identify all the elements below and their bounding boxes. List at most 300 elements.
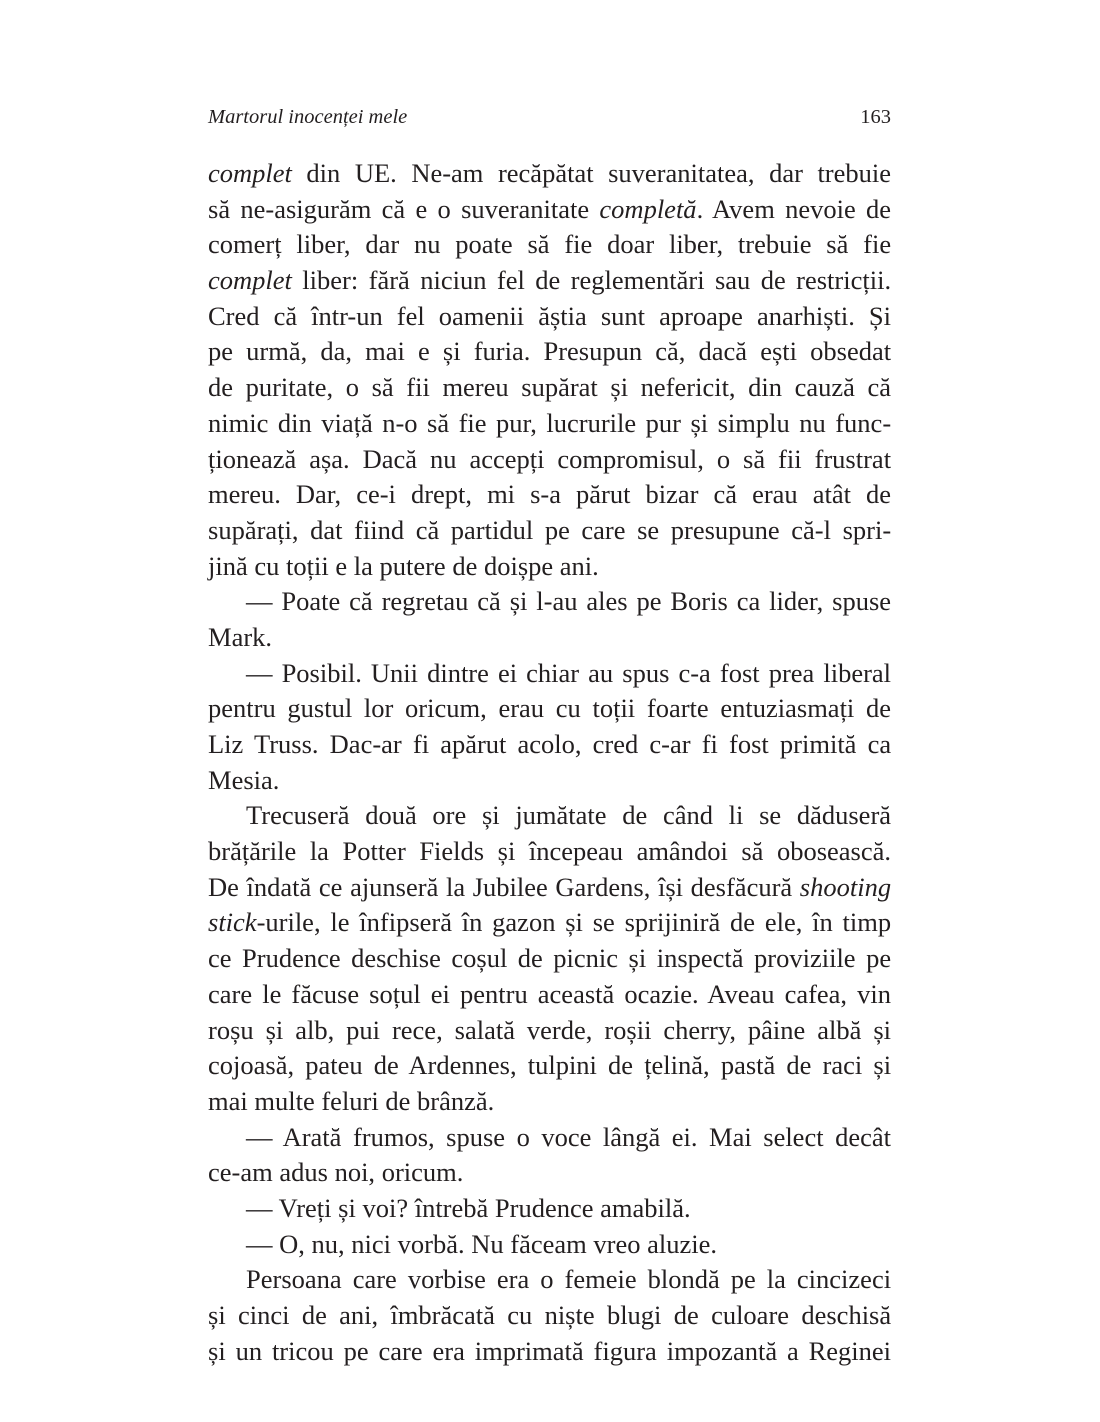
word: Dac-ar — [329, 729, 402, 759]
word: când — [662, 800, 713, 831]
word: foarte — [646, 693, 709, 724]
word: pateu — [305, 1050, 363, 1081]
word: îndată — [246, 871, 312, 902]
text-line — [208, 620, 891, 656]
word: de — [517, 943, 543, 974]
word: pe — [866, 943, 892, 974]
word: n-o — [382, 407, 418, 438]
word: urmă, — [246, 336, 308, 367]
word: e — [415, 193, 428, 224]
word: — — [246, 1228, 273, 1259]
word: Gardens, — [555, 871, 651, 902]
word: blondă — [647, 1264, 720, 1295]
word: de — [786, 1050, 812, 1081]
word: ore — [432, 800, 467, 831]
word: ele, — [764, 907, 803, 938]
word: O, — [279, 1228, 305, 1259]
word: că — [415, 514, 440, 545]
word: inspectă — [656, 943, 744, 974]
word: mereu. — [208, 479, 281, 510]
word: l-au — [536, 586, 578, 617]
word: femeie — [564, 1264, 637, 1295]
word: lider, — [769, 586, 824, 617]
word: Avem — [712, 193, 775, 224]
word: ei. — [671, 1121, 698, 1152]
word: fie — [564, 229, 593, 260]
text-line — [208, 584, 891, 620]
word: să — [741, 836, 764, 867]
word: lucrurile — [546, 407, 637, 438]
word: care — [208, 978, 253, 1009]
word: brățările — [208, 836, 297, 867]
word: cauză — [794, 372, 855, 403]
word: care — [352, 1264, 397, 1295]
word: mereu — [442, 372, 509, 403]
word: făceam — [510, 1228, 587, 1259]
word: dacă — [698, 336, 748, 367]
word: tricou — [271, 1335, 334, 1366]
text-line — [208, 406, 891, 442]
word: fi — [412, 729, 430, 759]
word: s-a — [530, 479, 561, 510]
word: Potter — [342, 836, 406, 867]
word: cu — [555, 693, 581, 724]
italic-word: shooting — [799, 871, 892, 902]
word: ne-asigurăm — [240, 193, 372, 224]
word: Liz — [208, 729, 244, 759]
word: multe — [254, 1085, 315, 1116]
word: doar — [607, 229, 655, 260]
word: ajunseră — [350, 871, 439, 902]
word: trebuie — [817, 158, 892, 188]
word: gustul — [287, 693, 353, 724]
word: doișpe — [483, 550, 554, 581]
word: anarhiști. — [756, 300, 855, 331]
word: înfipseră — [359, 907, 452, 938]
text-line — [208, 1334, 891, 1370]
word: ei — [430, 978, 450, 1009]
word: nu — [413, 229, 441, 260]
word: Fields — [419, 836, 485, 867]
text-line — [208, 1084, 891, 1120]
word: că — [273, 300, 298, 331]
word: părut — [576, 479, 631, 510]
word: amândoi — [636, 836, 728, 867]
word: pui — [346, 1014, 381, 1045]
word: de — [760, 265, 786, 296]
word: pâine — [747, 1014, 806, 1045]
word: restricții. — [796, 265, 892, 296]
word: chiar — [526, 657, 580, 688]
word: poate — [455, 229, 513, 260]
text-line — [208, 513, 891, 549]
word: imprimată — [474, 1335, 584, 1366]
word: Nu — [471, 1228, 504, 1259]
word: nimic — [208, 407, 269, 438]
word: le — [330, 907, 350, 938]
word: spuse — [446, 1121, 506, 1152]
word: ești — [760, 336, 797, 367]
word: fost — [729, 729, 769, 759]
word: ei — [497, 657, 518, 688]
word: Mesia. — [208, 764, 280, 795]
word: liber: — [302, 265, 359, 296]
word: Prudence — [242, 943, 341, 974]
word: la — [445, 871, 466, 902]
word: spus — [622, 657, 670, 688]
word: această — [537, 978, 615, 1009]
text-line — [208, 156, 891, 192]
word: pastă — [720, 1050, 776, 1081]
word: nici — [351, 1228, 392, 1259]
word: o — [437, 193, 451, 224]
word: atât — [812, 479, 851, 510]
word: primită — [779, 729, 857, 759]
text-line — [208, 1048, 891, 1084]
word: culoare — [711, 1300, 790, 1330]
text-line — [208, 870, 891, 906]
word: Dar, — [295, 479, 342, 510]
word: albă — [817, 1014, 862, 1045]
word: să — [743, 443, 766, 474]
word: Vreți — [278, 1192, 332, 1223]
word: deschise — [351, 943, 441, 974]
word: comerț — [208, 229, 282, 260]
word: lângă — [602, 1121, 661, 1152]
word: fost — [719, 657, 760, 688]
word: Prudence — [494, 1192, 594, 1223]
word: Posibil. — [281, 657, 362, 688]
word: fie — [458, 407, 487, 438]
word: de — [673, 1300, 699, 1330]
word: gazon — [492, 907, 556, 938]
word: o — [716, 443, 731, 474]
word: regretau — [381, 586, 469, 617]
word: nu, — [311, 1228, 345, 1259]
word: de — [866, 693, 892, 724]
word: cu — [254, 550, 280, 581]
word: se — [759, 800, 782, 831]
word: feluri — [321, 1085, 379, 1116]
word: era — [496, 1264, 530, 1295]
word: să — [527, 229, 550, 260]
word: în — [812, 907, 833, 938]
text-line — [208, 763, 891, 799]
word: și — [497, 836, 516, 867]
word: vin — [857, 978, 892, 1009]
text-line — [208, 656, 891, 692]
word: . — [696, 193, 704, 224]
word: fiind — [354, 514, 405, 545]
word: și — [481, 800, 500, 831]
word: din — [748, 372, 783, 403]
word: roșu — [208, 1014, 254, 1045]
word: supărat — [521, 372, 598, 403]
word: pe — [343, 1335, 369, 1366]
word: liber, — [296, 229, 351, 260]
word: că — [867, 372, 892, 403]
word: mai — [208, 1085, 248, 1116]
word: — — [246, 586, 273, 617]
word: le — [262, 978, 282, 1009]
word: de — [535, 265, 561, 296]
text-line — [208, 1227, 891, 1263]
word: era — [432, 1335, 465, 1366]
word: sunt — [600, 300, 646, 331]
word: că — [477, 586, 501, 617]
word: simplu — [717, 407, 790, 438]
word: începeau — [528, 836, 624, 867]
word: aluzie. — [647, 1228, 717, 1259]
word: compromisul, — [557, 443, 704, 474]
word: de — [622, 800, 648, 831]
word: nefericit, — [640, 372, 736, 403]
word: și — [690, 407, 709, 438]
word: Persoana — [246, 1264, 342, 1295]
word: într-un — [311, 300, 383, 331]
word: brânză. — [417, 1085, 495, 1116]
word: li — [728, 800, 744, 831]
word: și — [565, 907, 583, 938]
word: ani, — [339, 1300, 379, 1330]
italic-word: complet — [208, 265, 292, 296]
word: fără — [368, 265, 410, 296]
word: Cred — [208, 300, 260, 331]
word: jumătate — [515, 800, 607, 831]
text-line — [208, 370, 891, 406]
text-line — [208, 1191, 891, 1227]
word: a — [786, 1335, 799, 1366]
word: fie — [863, 229, 892, 260]
text-line — [208, 727, 891, 763]
italic-word: stick — [208, 907, 257, 938]
word: Presupun — [543, 336, 643, 367]
word: bizar — [645, 479, 699, 510]
word: două — [365, 800, 417, 831]
page-number: 163 — [860, 106, 891, 128]
text-line — [208, 227, 891, 263]
word: proviziile — [754, 943, 856, 974]
word: raci — [822, 1050, 863, 1081]
word: că — [713, 479, 738, 510]
word: supărați, — [208, 514, 299, 545]
word: Boris — [670, 586, 728, 617]
word: sprijiniră — [624, 907, 721, 938]
word: prea — [768, 657, 815, 688]
word: liber, — [668, 229, 724, 260]
word: Jubilee — [472, 871, 548, 902]
word: ca — [867, 729, 892, 759]
word: să — [208, 193, 231, 224]
word: țelină, — [644, 1050, 710, 1081]
word: vorbise — [407, 1264, 486, 1295]
word: c-a — [678, 657, 711, 688]
word: și — [610, 372, 629, 403]
body-text — [208, 156, 891, 1369]
word: care — [378, 1335, 423, 1366]
word: blugi — [606, 1300, 662, 1330]
word: select — [763, 1121, 824, 1152]
word: dar — [365, 229, 400, 260]
word: desfăcură — [690, 871, 793, 902]
word: că — [349, 586, 373, 617]
word: de — [452, 550, 478, 581]
word: dar — [769, 158, 803, 188]
word: un — [235, 1335, 263, 1366]
word: pe — [544, 514, 570, 545]
word: nevoie — [785, 193, 856, 224]
word: ce-i — [356, 479, 396, 510]
word: recăpătat — [497, 158, 594, 188]
word: nu — [430, 443, 457, 474]
word: își — [657, 871, 684, 902]
word: de — [373, 1050, 399, 1081]
word: de — [208, 372, 234, 403]
word: apărut — [440, 729, 507, 759]
word: mi — [487, 479, 516, 510]
word: drept, — [410, 479, 473, 510]
word: Poate — [281, 586, 341, 617]
word: ales — [586, 586, 628, 617]
word: e — [417, 336, 430, 367]
word: cu — [507, 1300, 533, 1330]
word: roșii — [604, 1014, 652, 1045]
word: și — [873, 1050, 892, 1081]
text-line — [208, 334, 891, 370]
word: fii — [778, 443, 802, 474]
word: voi? — [362, 1192, 409, 1223]
word: la — [353, 550, 373, 581]
word: -urile, — [256, 907, 321, 938]
word: să — [826, 229, 849, 260]
word: adus — [279, 1157, 328, 1188]
word: soțul — [369, 978, 421, 1009]
word: trebuie — [737, 229, 812, 260]
word: — — [246, 657, 273, 688]
running-head — [208, 106, 891, 136]
word: spri- — [842, 514, 892, 545]
word: c-ar — [649, 729, 691, 759]
text-line — [208, 299, 891, 335]
word: dat — [310, 514, 343, 545]
word: De — [208, 871, 239, 902]
word: și — [628, 943, 647, 974]
word: de — [608, 1050, 634, 1081]
word: sau — [714, 265, 751, 296]
word: UE. — [354, 158, 397, 188]
word: furia. — [473, 336, 531, 367]
word: Truss. — [253, 729, 319, 759]
word: rece, — [391, 1014, 443, 1045]
word: Aveau — [707, 978, 775, 1009]
text-line — [208, 263, 891, 299]
word: care — [581, 514, 626, 545]
word: întrebă — [414, 1192, 489, 1223]
word: decât — [835, 1121, 891, 1152]
word: niște — [544, 1300, 595, 1330]
word: obsedat — [810, 336, 892, 367]
word: că — [381, 193, 406, 224]
word: de — [301, 1300, 327, 1330]
word: ca — [736, 586, 761, 617]
word: suveranitate — [461, 193, 590, 224]
word: îmbrăcată — [390, 1300, 495, 1330]
word: ce — [318, 871, 343, 902]
word: timp — [842, 907, 892, 938]
word: de — [866, 193, 892, 224]
word: și — [208, 1335, 226, 1366]
text-line — [208, 905, 891, 941]
word: pur — [645, 407, 681, 438]
word: făcuse — [291, 978, 360, 1009]
word: cinci — [238, 1300, 290, 1330]
word: fel — [396, 300, 425, 331]
word: și — [442, 336, 461, 367]
word: deschisă — [801, 1300, 892, 1330]
word: pe — [730, 1264, 756, 1295]
word: pentru — [208, 693, 276, 724]
word: și — [265, 1014, 284, 1045]
word: din — [277, 407, 312, 438]
text-line — [208, 798, 891, 834]
word: și — [873, 1014, 891, 1045]
word: o — [345, 372, 360, 403]
text-line — [208, 1120, 891, 1156]
word: figura — [593, 1335, 657, 1366]
word: frumos, — [352, 1121, 435, 1152]
word: oricum. — [381, 1157, 464, 1188]
italic-word: complet — [208, 158, 292, 188]
word: cojoasă, — [208, 1050, 295, 1081]
word: coșul — [451, 943, 508, 974]
word: vreo — [593, 1228, 641, 1259]
word: dăduseră — [796, 800, 892, 831]
word: așa. — [309, 443, 350, 474]
text-line — [208, 1155, 891, 1191]
word: din — [306, 158, 341, 188]
word: la — [309, 836, 329, 867]
word: la — [766, 1264, 786, 1295]
word: Ardennes, — [408, 1050, 517, 1081]
word: verde, — [526, 1014, 593, 1045]
word: de — [865, 479, 891, 510]
running-head-title: Martorul inocenței mele — [208, 106, 408, 128]
word: voce — [541, 1121, 592, 1152]
word: cherry, — [663, 1014, 736, 1045]
word: picnic — [553, 943, 619, 974]
text-line — [208, 192, 891, 228]
word: să — [427, 407, 450, 438]
word: ani. — [559, 550, 599, 581]
text-line — [208, 941, 891, 977]
word: pentru — [460, 978, 528, 1009]
word: nu — [799, 407, 826, 438]
word: aproape — [659, 300, 743, 331]
word: alb, — [295, 1014, 335, 1045]
word: o — [540, 1264, 554, 1295]
word: reglementări — [570, 265, 705, 296]
word: Arată — [282, 1121, 342, 1152]
word: ăștia — [538, 300, 587, 331]
word: erau — [752, 479, 798, 510]
word: de — [730, 907, 756, 938]
word: toții — [592, 693, 636, 724]
text-line — [208, 834, 891, 870]
word: e — [335, 550, 348, 581]
word: noi, — [334, 1157, 376, 1188]
word: frustrat — [814, 443, 892, 474]
word: se — [637, 514, 660, 545]
